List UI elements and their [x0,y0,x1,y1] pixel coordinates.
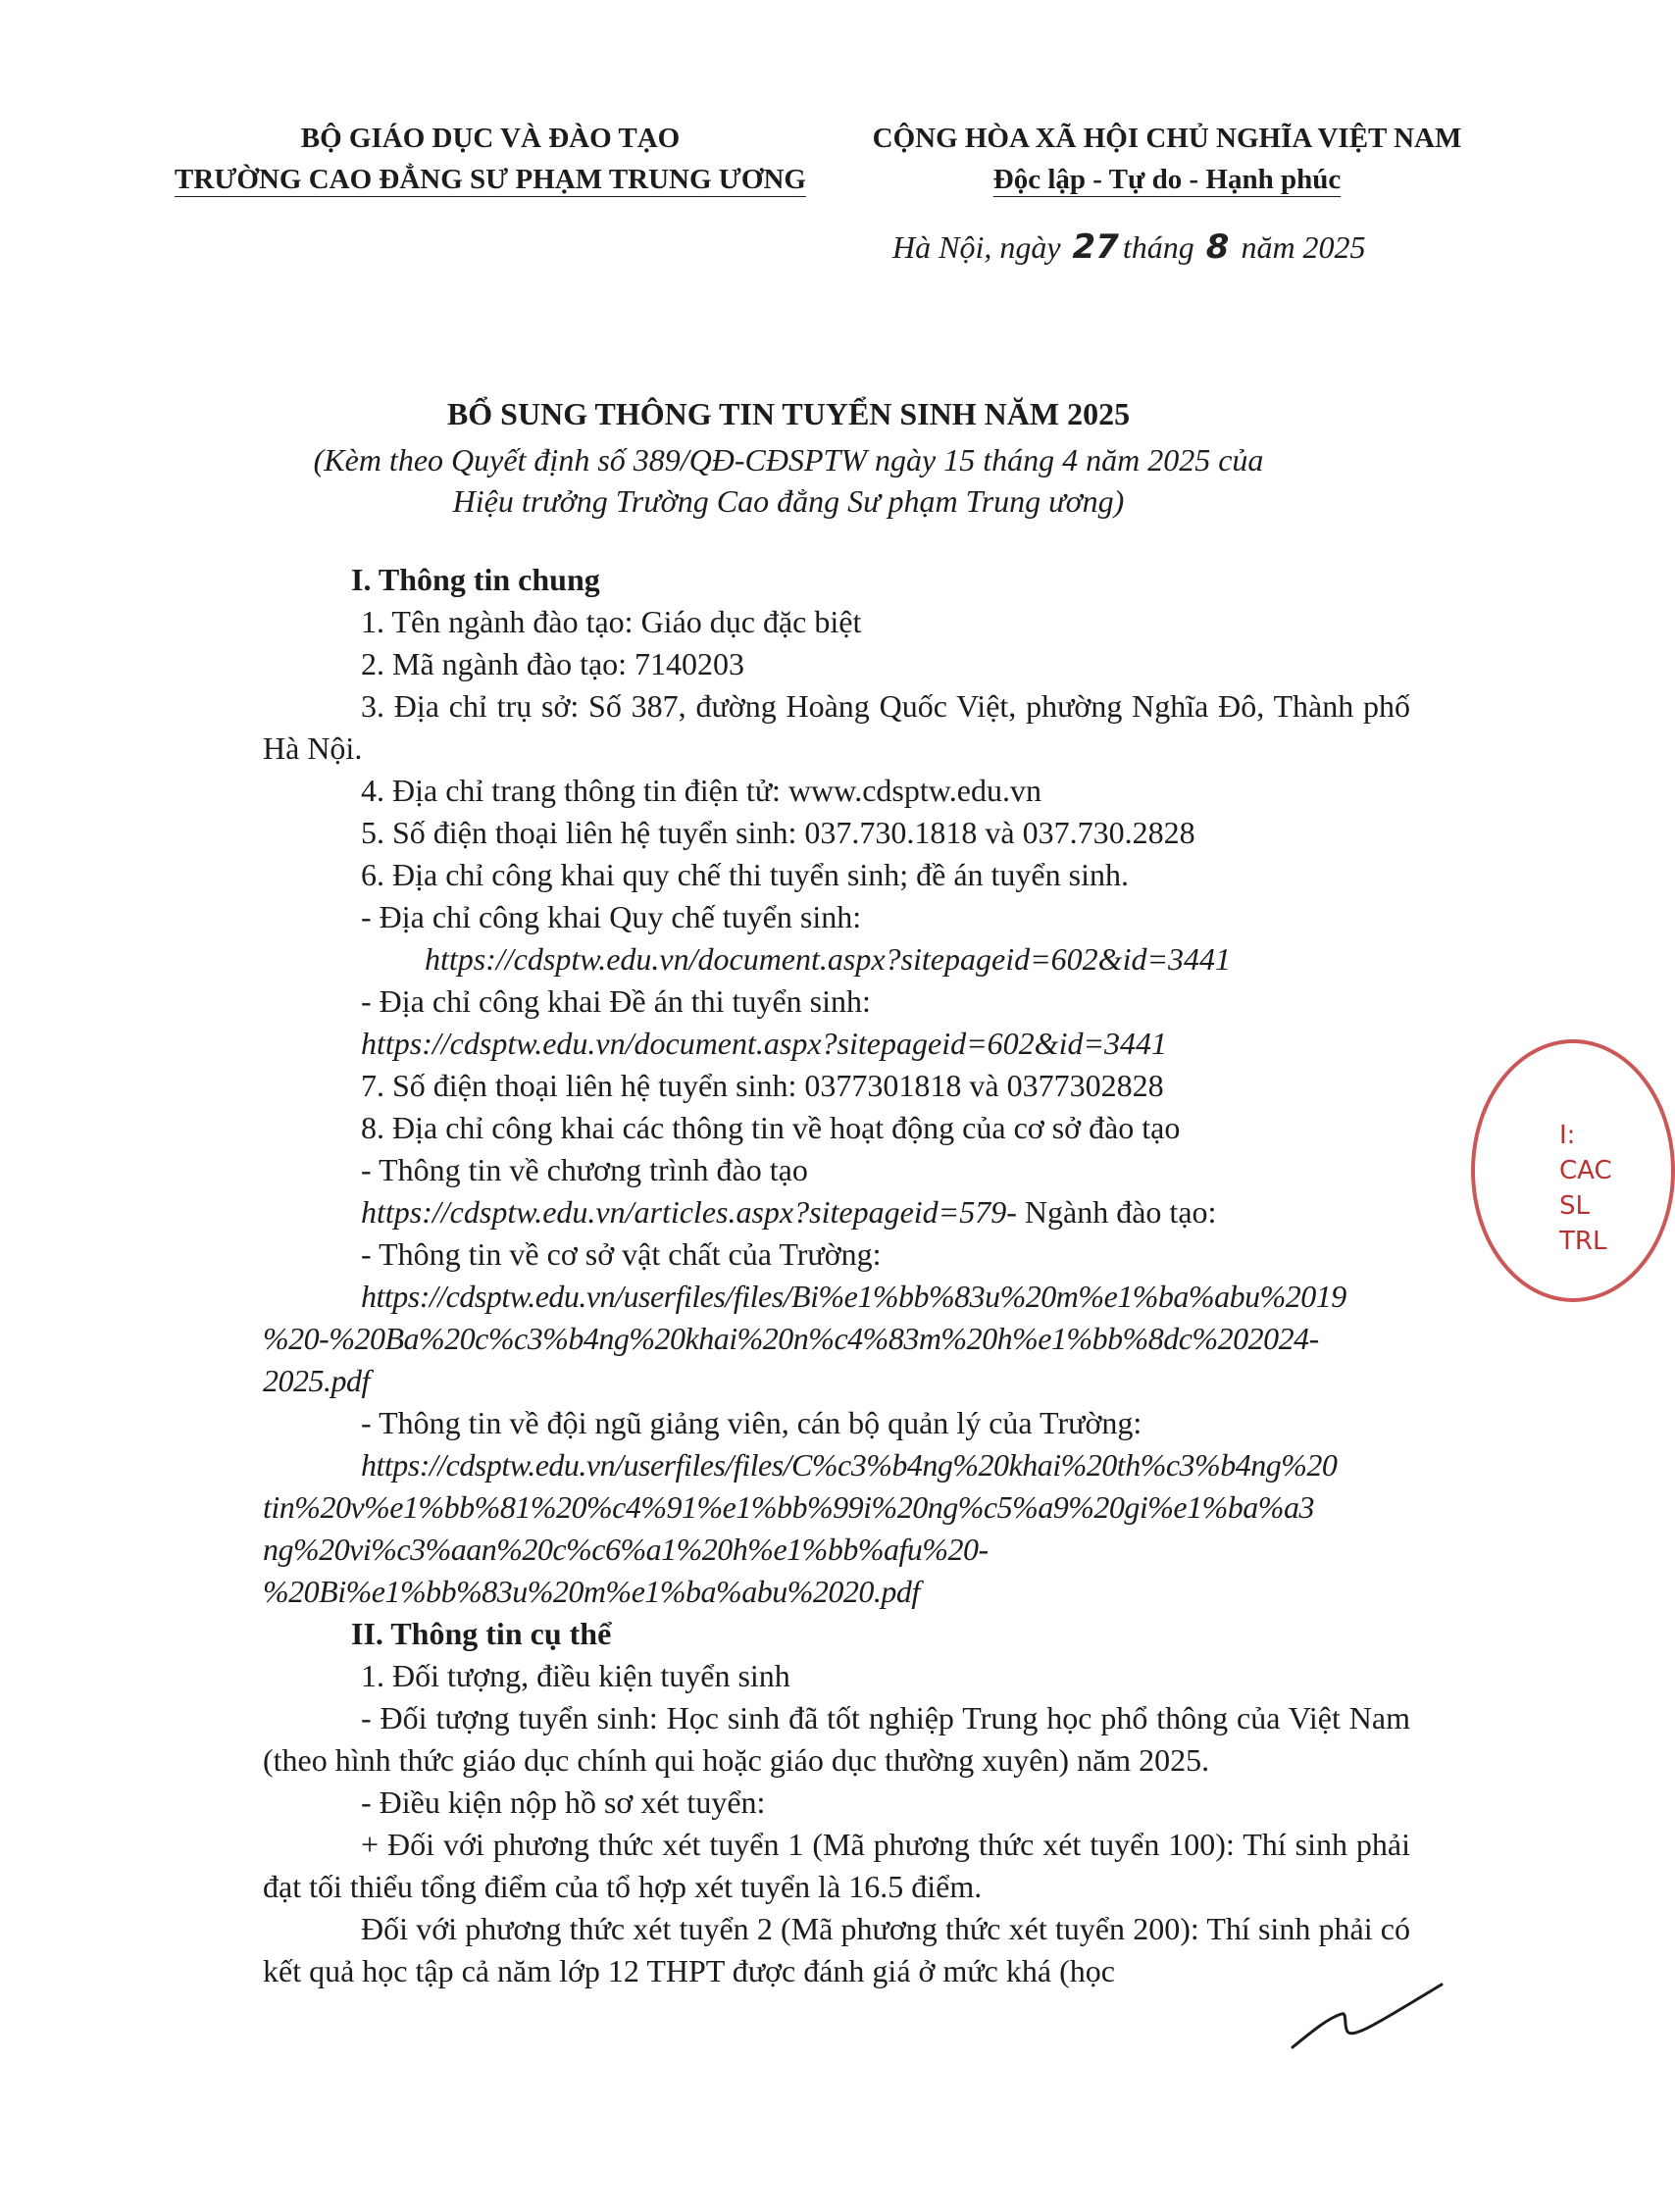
item-8c-link-line-1: https://cdsptw.edu.vn/userfiles/files/C%c3%b4ng%20khai%20th%c3%b4ng%20 [361,1447,1338,1483]
item-3: 3. Địa chỉ trụ sở: Số 387, đường Hoàng Quốc Việt, phường Nghĩa Đô, Thành phố Hà Nội. [263,688,1410,766]
item-8c-link-line-3: ng%20vi%c3%aan%20c%c6%a1%20h%e1%bb%afu%20- [263,1532,989,1567]
item-8c-link[interactable] [263,1444,1410,1613]
subtitle-line-2: Hiệu trưởng Trường Cao đẳng Sư phạm Trung ương) [452,483,1125,519]
admission-method-2: Đối với phương thức xét tuyển 2 (Mã phương thức xét tuyển 200): Thí sinh phải có kết quả học tập cả năm lớp 12 THPT được đánh giá ở mức khá (học [263,1911,1410,1988]
item-1: 1. Tên ngành đào tạo: Giáo dục đặc biệt [361,604,862,639]
item-8b-link[interactable] [263,1276,1410,1402]
initial-signature [1285,1971,1451,2069]
item-8c-link-line-4: %20Bi%e1%bb%83u%20m%e1%ba%abu%2020.pdf [263,1574,920,1609]
section-1-heading: I. Thông tin chung [351,562,600,597]
date-prefix: Hà Nội, ngày [892,229,1061,265]
stamp-text-line-2: CAC [1559,1156,1612,1185]
stamp-text-line-4: TRL [1559,1227,1607,1256]
item-6: 6. Địa chỉ công khai quy chế thi tuyển sinh; đề án tuyển sinh. [361,857,1129,892]
item-6b: - Địa chỉ công khai Đề án thi tuyển sinh: [361,983,871,1019]
stamp-text-line-1: I: [1559,1121,1576,1150]
subtitle-line-1: (Kèm theo Quyết định số 389/QĐ-CĐSPTW ngày 15 tháng 4 năm 2025 của [313,442,1264,478]
item-7: 7. Số điện thoại liên hệ tuyển sinh: 0377301818 và 0377302828 [361,1068,1164,1103]
item-6b-link[interactable]: https://cdsptw.edu.vn/document.aspx?sitepageid=602&id=3441 [361,1026,1168,1061]
item-8a: - Thông tin về chương trình đào tạo [361,1152,808,1187]
item-8a-tail: - Ngành đào tạo: [1006,1194,1217,1230]
date-day: 27 [1072,227,1119,267]
item-4: 4. Địa chỉ trang thông tin điện tử: www.cdsptw.edu.vn [361,773,1041,808]
admission-method-1: + Đối với phương thức xét tuyển 1 (Mã phương thức xét tuyển 100): Thí sinh phải đạt tối thiểu tổng điểm của tổ hợp xét tuyển là 16.5 điểm. [263,1827,1410,1904]
ministry-name: BỘ GIÁO DỤC VÀ ĐÀO TẠO [300,123,681,154]
date-month-label: tháng [1122,229,1194,265]
item-6a: - Địa chỉ công khai Quy chế tuyển sinh: [361,899,862,934]
date-year: năm 2025 [1241,229,1366,265]
item-6a-link[interactable]: https://cdsptw.edu.vn/document.aspx?sitepageid=602&id=3441 [425,941,1232,977]
nation-name: CỘNG HÒA XÃ HỘI CHỦ NGHĨA VIỆT NAM [872,123,1462,154]
date-month: 8 [1205,227,1230,267]
header-left [167,118,814,200]
document-body [263,559,1410,1992]
item-5: 5. Số điện thoại liên hệ tuyển sinh: 037.730.1818 và 037.730.2828 [361,815,1195,850]
item-8c: - Thông tin về đội ngũ giảng viên, cán bộ quản lý của Trường: [361,1405,1142,1440]
header-right [853,118,1481,200]
item-2: 2. Mã ngành đào tạo: 7140203 [361,646,745,681]
item-8a-link[interactable]: https://cdsptw.edu.vn/articles.aspx?sitepageid=579 [361,1194,1007,1230]
item-8a-line [361,1191,1410,1233]
document-subtitle [0,439,1577,522]
date-line [892,227,1366,267]
section-2-item-1: 1. Đối tượng, điều kiện tuyển sinh [361,1658,790,1693]
item-8b-link-line-1: https://cdsptw.edu.vn/userfiles/files/Bi%e1%bb%83u%20m%e1%ba%abu%2019 [361,1279,1346,1314]
stamp-text-line-3: SL [1559,1191,1590,1221]
item-8b-link-line-2: %20-%20Ba%20c%c3%b4ng%20khai%20n%c4%83m%20h%e1%bb%8dc%202024- [263,1321,1319,1356]
national-motto: Độc lập - Tự do - Hạnh phúc [992,164,1342,195]
item-8c-link-line-2: tin%20v%e1%bb%81%20%c4%91%e1%bb%99i%20ng%c5%a9%20gi%e1%ba%a3 [263,1489,1314,1525]
stamp-text [1559,1118,1612,1259]
section-2-heading: II. Thông tin cụ thể [351,1616,612,1651]
admission-condition: - Điều kiện nộp hồ sơ xét tuyển: [361,1785,766,1820]
admission-target: - Đối tượng tuyển sinh: Học sinh đã tốt nghiệp Trung học phổ thông của Việt Nam (theo hình thức giáo dục chính qui hoặc giáo dục thường xuyên) năm 2025. [263,1700,1410,1778]
item-8b: - Thông tin về cơ sở vật chất của Trường: [361,1236,882,1272]
document-title: BỔ SUNG THÔNG TIN TUYỂN SINH NĂM 2025 [446,396,1131,431]
item-8b-link-line-3: 2025.pdf [263,1363,370,1398]
school-name: TRƯỜNG CAO ĐẲNG SƯ PHẠM TRUNG ƯƠNG [175,164,806,195]
item-8: 8. Địa chỉ công khai các thông tin về hoạt động của cơ sở đào tạo [361,1110,1181,1145]
